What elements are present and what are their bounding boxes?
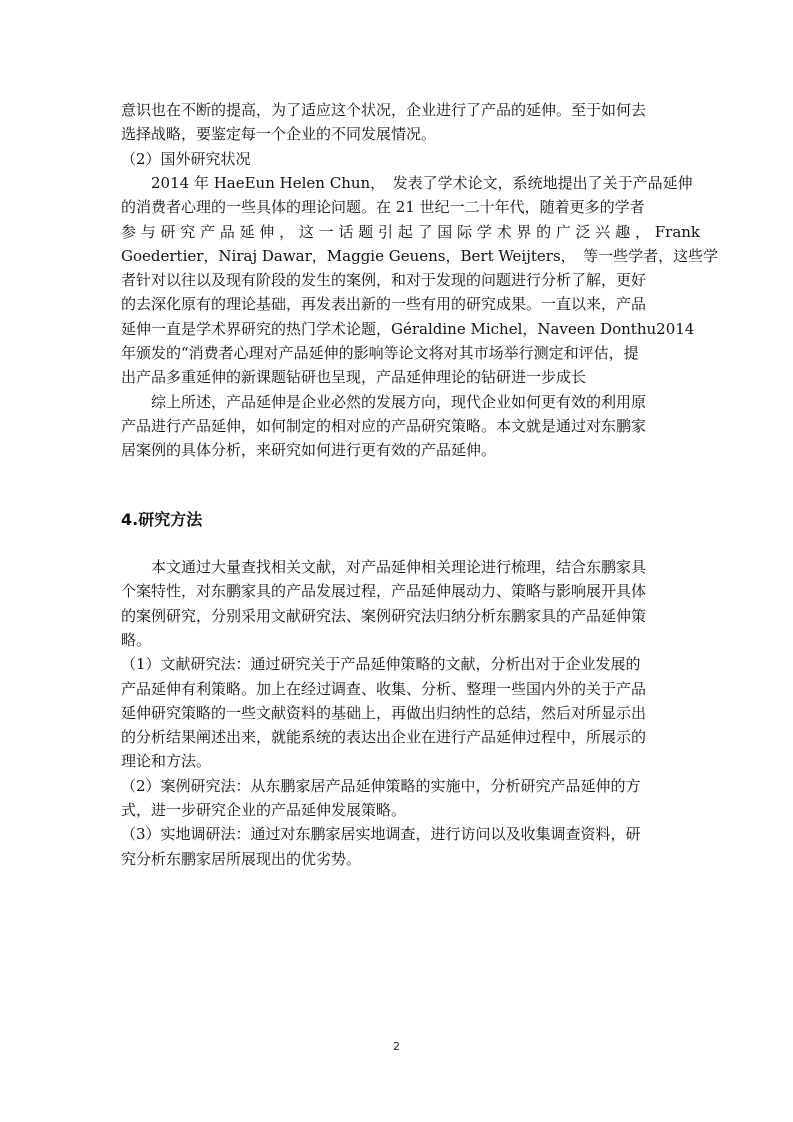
body-text-line: （2）案例研究法：从东鹏家居产品延伸策略的实施中，分析研究产品延伸的方 — [121, 776, 641, 795]
body-text-line: 个案特性，对东鹏家具的产品发展过程，产品延伸展动力、策略与影响展开具体 — [121, 582, 647, 601]
body-text-line: 者针对以往以及现有阶段的发生的案例，和对于发现的问题进行分析了解，更好 — [121, 271, 647, 290]
body-text-line: 意识也在不断的提高，为了适应这个状况，企业进行了产品的延伸。至于如何去 — [121, 101, 647, 119]
body-text-line: 延伸研究策略的一些文献资料的基础上，再做出归纳性的总结，然后对所显示出 — [121, 703, 647, 722]
body-text-line: 的消费者心理的一些具体的理论问题。在 21 世纪一二十年代，随着更多的学者 — [121, 198, 645, 217]
body-text-line: 年颁发的“消费者心理对产品延伸的影响等论文将对其市场举行测定和评估，提 — [121, 344, 639, 362]
body-text-line: 出产品多重延伸的新课题钻研也呈现，产品延伸理论的钻研进一步成长 — [121, 368, 587, 387]
body-text-line: （3）实地调研法：通过对东鹏家居实地调查，进行访问以及收集调查资料，研 — [121, 825, 641, 844]
section-heading-research-methods: 4.研究方法 — [121, 510, 203, 529]
body-text-line: 综上所述，产品延伸是企业必然的发展方向，现代企业如何更有效的利用原 — [121, 392, 647, 411]
body-text-line: （2）国外研究状况 — [121, 149, 251, 168]
body-text-line: 本文通过大量查找相关文献，对产品延伸相关理论进行梳理，结合东鹏家具 — [121, 558, 647, 576]
body-text-line: 的分析结果阐述出来，就能系统的表达出企业在进行产品延伸过程中，所展示的 — [121, 728, 647, 747]
body-text-line: 产品进行产品延伸，如何制定的相对应的产品研究策略。本文就是通过对东鹏家 — [121, 416, 647, 435]
body-text-line: 延伸一直是学术界研究的热门学术论题，Géraldine Michel，Naveen Donthu2014 — [121, 319, 695, 338]
body-text-line: 产品延伸有利策略。加上在经过调查、收集、分析、整理一些国内外的关于产品 — [121, 679, 647, 698]
body-text-line: 理论和方法。 — [121, 752, 212, 771]
body-text-line: 式，进一步研究企业的产品延伸发展策略。 — [121, 801, 407, 819]
body-text-line: 略。 — [121, 630, 152, 649]
body-text-line: 居案例的具体分析，来研究如何进行更有效的产品延伸。 — [121, 441, 497, 460]
body-text-line: 选择战略，要鉴定每一个企业的不同发展情况。 — [121, 125, 437, 144]
body-text-line: 参 与 研 究 产 品 延 伸 ， 这 一 话 题 引 起 了 国 际 学 术 界 的 广 泛 兴 趣 ， Frank — [121, 222, 701, 241]
body-text-line: Goedertier，Niraj Dawar，Maggie Geuens，Bert Weijters， 等一些学者，这些学 — [121, 246, 719, 265]
page-number: 2 — [393, 1040, 400, 1053]
body-text-line: 的案例研究，分别采用文献研究法、案例研究法归纳分析东鹏家具的产品延伸策 — [121, 606, 647, 625]
body-text-line: 究分析东鹏家居所展现出的优劣势。 — [121, 849, 362, 868]
body-text-line: 2014 年 HaeEun Helen Chun， 发表了学术论文，系统地提出了关于产品延伸 — [121, 173, 693, 192]
body-text-line: （1）文献研究法：通过研究关于产品延伸策略的文献，分析出对于企业发展的 — [121, 655, 641, 674]
body-text-line: 的去深化原有的理论基础，再发表出新的一些有用的研究成果。一直以来，产品 — [121, 295, 647, 314]
